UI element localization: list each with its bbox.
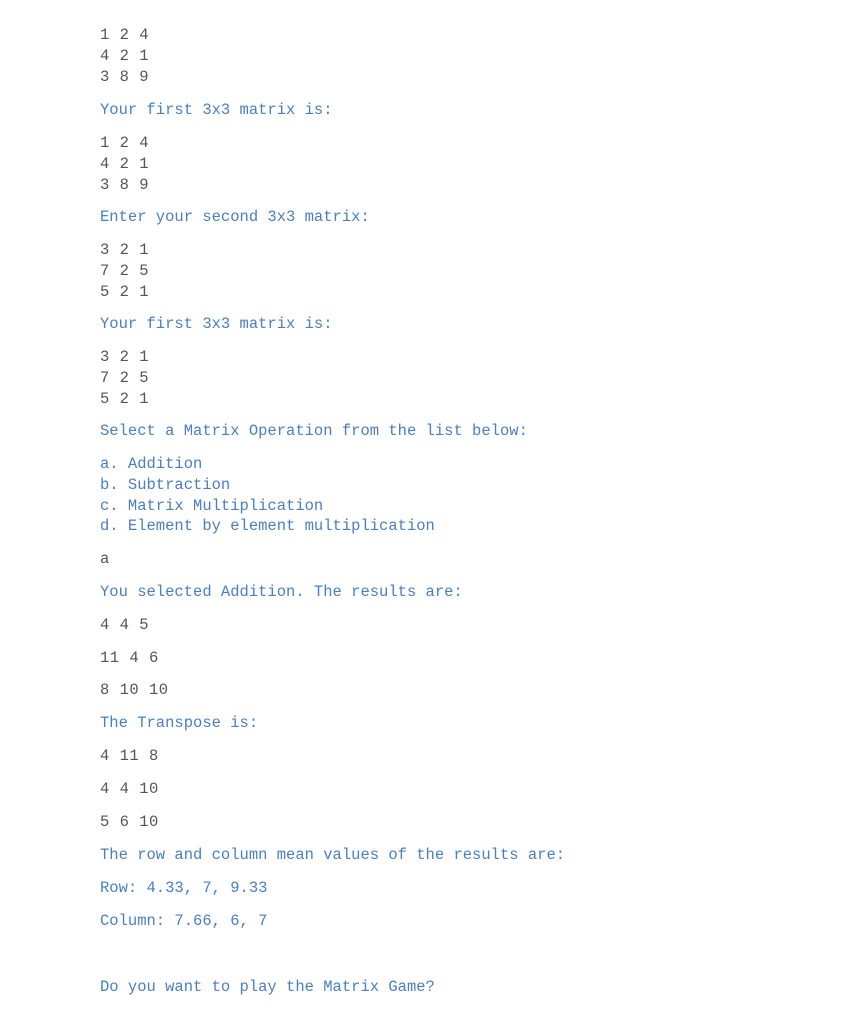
operation-prompt: Select a Matrix Operation from the list below: bbox=[100, 422, 528, 440]
operation-option-matrix-multiplication: c. Matrix Multiplication bbox=[100, 497, 324, 515]
transpose-row: 4 11 8 bbox=[100, 747, 159, 765]
operation-option-subtraction: b. Subtraction bbox=[100, 476, 231, 494]
row-mean: Row: 4.33, 7, 9.33 bbox=[100, 879, 268, 897]
second-matrix-prompt: Enter your second 3x3 matrix: bbox=[100, 208, 370, 226]
first-input-row: 3 8 9 bbox=[100, 68, 150, 86]
second-matrix-row: 3 2 1 bbox=[100, 348, 150, 366]
play-game-prompt: Do you want to play the Matrix Game? bbox=[100, 978, 435, 996]
first-input-row: 1 2 4 bbox=[100, 26, 150, 44]
first-matrix-header: Your first 3x3 matrix is: bbox=[100, 101, 333, 119]
first-matrix-row: 1 2 4 bbox=[100, 134, 150, 152]
result-row: 8 10 10 bbox=[100, 681, 169, 699]
second-input-row: 3 2 1 bbox=[100, 241, 150, 259]
second-input-row: 5 2 1 bbox=[100, 283, 150, 301]
result-row: 4 4 5 bbox=[100, 616, 150, 634]
operation-option-addition: a. Addition bbox=[100, 455, 203, 473]
first-matrix-row: 3 8 9 bbox=[100, 176, 150, 194]
transpose-header: The Transpose is: bbox=[100, 714, 259, 732]
first-input-row: 4 2 1 bbox=[100, 47, 150, 65]
mean-header: The row and column mean values of the results are: bbox=[100, 846, 566, 864]
result-row: 11 4 6 bbox=[100, 649, 159, 667]
second-matrix-row: 7 2 5 bbox=[100, 369, 150, 387]
first-matrix-row: 4 2 1 bbox=[100, 155, 150, 173]
transpose-row: 5 6 10 bbox=[100, 813, 159, 831]
result-header: You selected Addition. The results are: bbox=[100, 583, 463, 601]
operation-option-element-multiplication: d. Element by element multiplication bbox=[100, 517, 435, 535]
column-mean: Column: 7.66, 6, 7 bbox=[100, 912, 268, 930]
second-input-row: 7 2 5 bbox=[100, 262, 150, 280]
second-matrix-header: Your first 3x3 matrix is: bbox=[100, 315, 333, 333]
user-choice: a bbox=[100, 550, 110, 568]
second-matrix-row: 5 2 1 bbox=[100, 390, 150, 408]
transpose-row: 4 4 10 bbox=[100, 780, 159, 798]
